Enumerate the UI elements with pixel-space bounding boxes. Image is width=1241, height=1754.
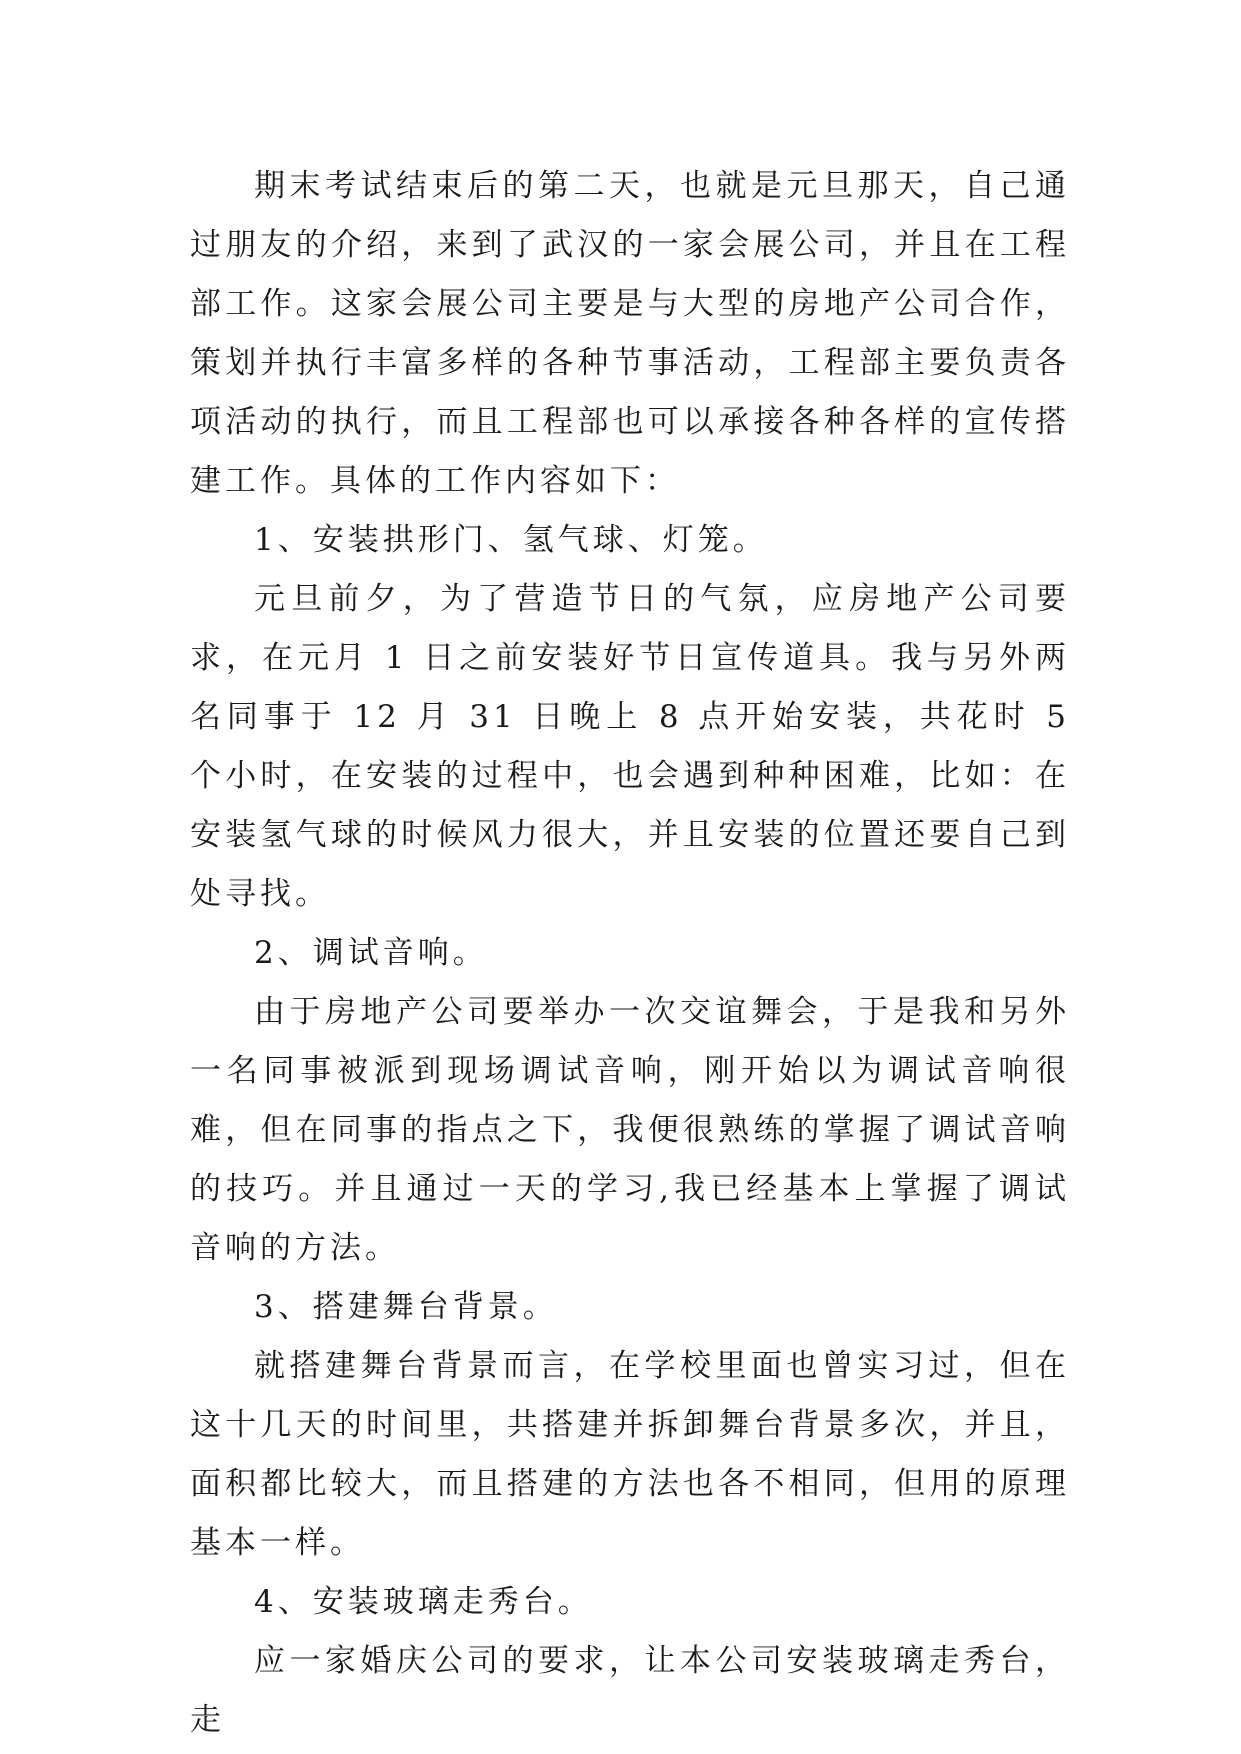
heading-item-3: 3、搭建舞台背景。 <box>254 1289 558 1325</box>
heading-item-4: 4、安装玻璃走秀台。 <box>254 1584 593 1620</box>
paragraph-intro: 期末考试结束后的第二天，也就是元旦那天，自己通过朋友的介绍，来到了武汉的一家会展公司，并且在工程部工作。这家会展公司主要是与大型的房地产公司合作，策划并执行丰富多样的各种节事活动，工程部主要负责各项活动的执行，而且工程部也可以承接各种各样的宣传搭建工作。具体的工作内容如下： <box>190 168 1070 499</box>
heading-item-2: 2、调试音响。 <box>254 935 488 971</box>
paragraph-item-1: 元旦前夕，为了营造节日的气氛，应房地产公司要求，在元月 1 日之前安装好节日宣传道具。我与另外两名同事于 12 月 31 日晚上 8 点开始安装，共花时 5 个小时，在安装的过程中，也会遇到种种困难，比如：在安装氢气球的时候风力很大，并且安装的位置还要自己到处寻找。 <box>190 581 1070 912</box>
document-body <box>190 157 1070 1750</box>
paragraph-item-4: 应一家婚庆公司的要求，让本公司安装玻璃走秀台，走 <box>190 1643 1070 1738</box>
paragraph-item-2: 由于房地产公司要举办一次交谊舞会，于是我和另外一名同事被派到现场调试音响，刚开始以为调试音响很难，但在同事的指点之下，我便很熟练的掌握了调试音响的技巧。并且通过一天的学习,我已经基本上掌握了调试音响的方法。 <box>190 994 1070 1266</box>
heading-item-1: 1、安装拱形门、氢气球、灯笼。 <box>254 522 768 558</box>
paragraph-item-3: 就搭建舞台背景而言，在学校里面也曾实习过，但在这十几天的时间里，共搭建并拆卸舞台背景多次，并且，面积都比较大，而且搭建的方法也各不相同，但用的原理基本一样。 <box>190 1348 1070 1561</box>
